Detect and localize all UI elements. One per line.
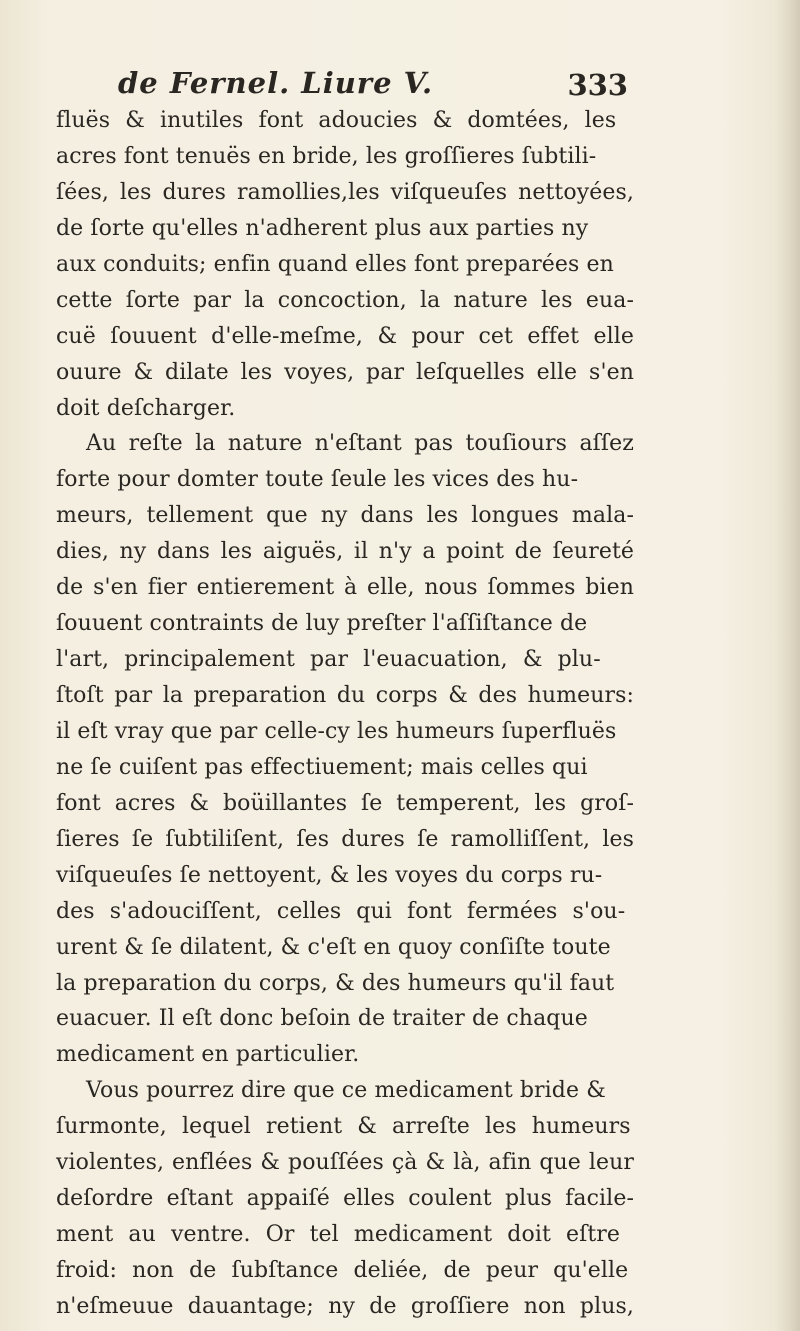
text-line: il eſt vray que par celle-cy les humeurs ſuperfluës <box>56 718 617 744</box>
text-line: froid: non de ſubſtance deliée, de peur qu'elle <box>56 1258 629 1283</box>
text-line: acres font tenuës en bride, les groſſieres ſubtili- <box>56 143 597 169</box>
text-line: la preparation du corps, & des humeurs qu'il faut <box>56 970 615 996</box>
text-line: cette ſorte par la concoction, la nature les eua- <box>56 287 634 313</box>
text-line: doit deſcharger. <box>56 395 236 421</box>
text-line: font acres & boüillantes ſe temperent, les groſ- <box>56 790 634 816</box>
body-text <box>56 103 634 1325</box>
text-line: ment au ventre. Or tel medicament doit eſtre <box>56 1222 621 1248</box>
text-line: fluës & inutiles font adoucies & domtées, les <box>56 108 617 133</box>
text-line: medicament en particulier. <box>56 1042 360 1068</box>
text-line: de ſorte qu'elles n'adherent plus aux parties ny <box>56 215 589 241</box>
text-line: l'art, principalement par l'euacuation, & plu- <box>56 647 601 673</box>
text-line: ſtoſt par la preparation du corps & des humeurs: <box>56 683 634 708</box>
text-line: n'eſmeuue dauantage; ny de groſſiere non plus, <box>56 1293 634 1319</box>
text-line: euacuer. Il eſt donc beſoin de traiter de chaque <box>56 1006 588 1032</box>
text-line: meurs, tellement que ny dans les longues mala- <box>56 503 634 529</box>
text-line: des s'adouciſſent, celles qui font fermées s'ou- <box>56 898 626 924</box>
running-title: de Fernel. Liure V. <box>118 66 434 100</box>
page-number: 333 <box>567 68 628 102</box>
text-line: deſordre eſtant appaiſé elles coulent plus facile- <box>56 1186 634 1212</box>
paragraph-start-line: Au reſte la nature n'eſtant pas touſiours aſſez <box>86 431 634 457</box>
page-gutter-shadow <box>774 0 800 1331</box>
text-line: ſurmonte, lequel retient & arreſte les humeurs <box>56 1114 631 1140</box>
text-line: forte pour domter toute ſeule les vices des hu- <box>56 467 579 493</box>
text-line: ne ſe cuiſent pas effectiuement; mais celles qui <box>56 754 588 780</box>
text-line: urent & ſe dilatent, & c'eſt en quoy conſiſte toute <box>56 934 611 960</box>
text-line: ſouuent contraints de luy preſter l'aſſiſtance de <box>56 611 588 637</box>
text-line: de s'en fier entierement à elle, nous ſommes bien <box>56 575 634 601</box>
text-line: violentes, enflées & pouſſées çà & là, afin que leur <box>56 1150 634 1176</box>
text-line: aux conduits; enfin quand elles font preparées en <box>56 251 614 277</box>
text-line: ouure & dilate les voyes, par leſquelles elle s'en <box>56 359 634 385</box>
text-line: cuë ſouuent d'elle-meſme, & pour cet effet elle <box>56 323 634 349</box>
text-line: viſqueuſes ſe nettoyent, & les voyes du corps ru- <box>56 862 603 888</box>
text-line: dies, ny dans les aiguës, il n'y a point de ſeureté <box>56 539 634 565</box>
text-line: ſées, les dures ramollies,les viſqueuſes nettoyées, <box>56 179 634 205</box>
paragraph-start-line: Vous pourrez dire que ce medicament bride & <box>86 1078 606 1104</box>
text-line: ſieres ſe ſubtiliſent, ſes dures ſe ramolliſſent, les <box>56 826 634 852</box>
